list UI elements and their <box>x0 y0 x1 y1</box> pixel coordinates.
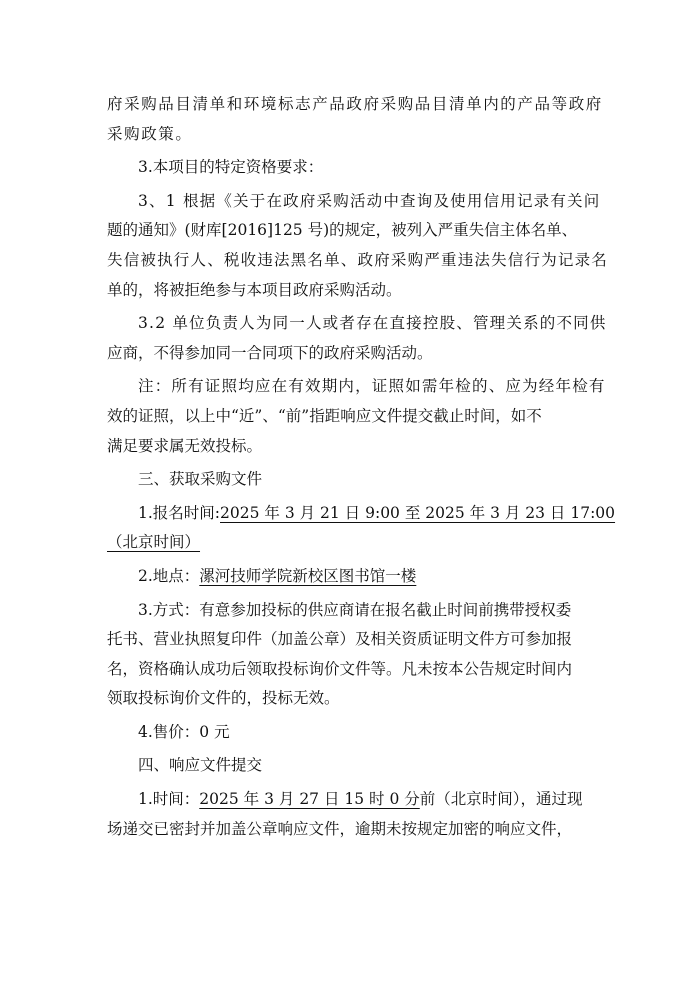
policy-paragraph-line-1: 府采购品目清单和环境标志产品政府采购品目清单内的产品等政府 <box>107 95 603 113</box>
policy-paragraph-line-2: 采购政策。 <box>107 124 193 143</box>
method-line-4: 领取投标询价文件的，投标无效。 <box>107 689 340 708</box>
price-line: 4.售价：0 元 <box>138 722 230 741</box>
affiliation-clause-line-2: 应商，不得参加同一合同项下的政府采购活动。 <box>107 343 433 362</box>
submission-time <box>107 785 597 815</box>
place-value: 漯河技师学院新校区图书馆一楼 <box>199 566 417 585</box>
note-line-3: 满足要求属无效投标。 <box>107 436 263 455</box>
submission-time-suffix: 前（北京时间），通过现 <box>419 790 583 809</box>
submission-time-label: 1.时间： <box>138 790 200 809</box>
credit-clause-line-4: 单的，将被拒绝参与本项目政府采购活动。 <box>107 280 402 299</box>
note-line-1: 注：所有证照均应在有效期内，证照如需年检的、应为经年检有 <box>138 377 606 396</box>
section-4-heading: 四、响应文件提交 <box>138 756 263 775</box>
registration-time-value: 2025 年 3 月 21 日 9:00 至 2025 年 3 月 23 日 17:00 <box>220 503 616 522</box>
registration-place <box>107 562 597 592</box>
method-line-1: 3.方式：有意参加投标的供应商请在报名截止时间前携带授权委 <box>138 600 572 619</box>
beijing-time-note: （北京时间） <box>107 533 201 552</box>
place-label: 2.地点： <box>138 566 200 585</box>
affiliation-clause-line-1: 3.2 单位负责人为同一人或者存在直接控股、管理关系的不同供 <box>138 314 607 333</box>
method-line-3: 名，资格确认成功后领取投标询价文件等。凡未按本公告规定时间内 <box>107 659 573 678</box>
note-line-2: 效的证照，以上中“近”、“前”指距响应文件提交截止时间，如不 <box>107 406 542 425</box>
method-line-2: 托书、营业执照复印件（加盖公章）及相关资质证明文件方可参加报 <box>107 630 573 649</box>
document-body <box>107 90 616 844</box>
registration-beijing-time <box>107 528 597 558</box>
submission-line-2: 场递交已密封并加盖公章响应文件，逾期未按规定加密的响应文件， <box>107 819 573 838</box>
credit-clause-line-1: 3、1 根据《关于在政府采购活动中查询及使用信用记录有关问 <box>138 191 601 210</box>
credit-clause-line-3: 失信被执行人、税收违法黑名单、政府采购严重违法失信行为记录名 <box>107 250 609 269</box>
registration-time-label: 1.报名时间: <box>138 503 221 522</box>
registration-time <box>107 499 616 529</box>
qualification-heading: 3.本项目的特定资格要求： <box>138 158 324 177</box>
submission-time-value: 2025 年 3 月 27 日 15 时 0 分 <box>199 790 420 809</box>
credit-clause-line-2: 题的通知》(财库[2016]125 号)的规定，被列入严重失信主体名单、 <box>107 221 578 240</box>
section-3-heading: 三、获取采购文件 <box>138 470 263 489</box>
